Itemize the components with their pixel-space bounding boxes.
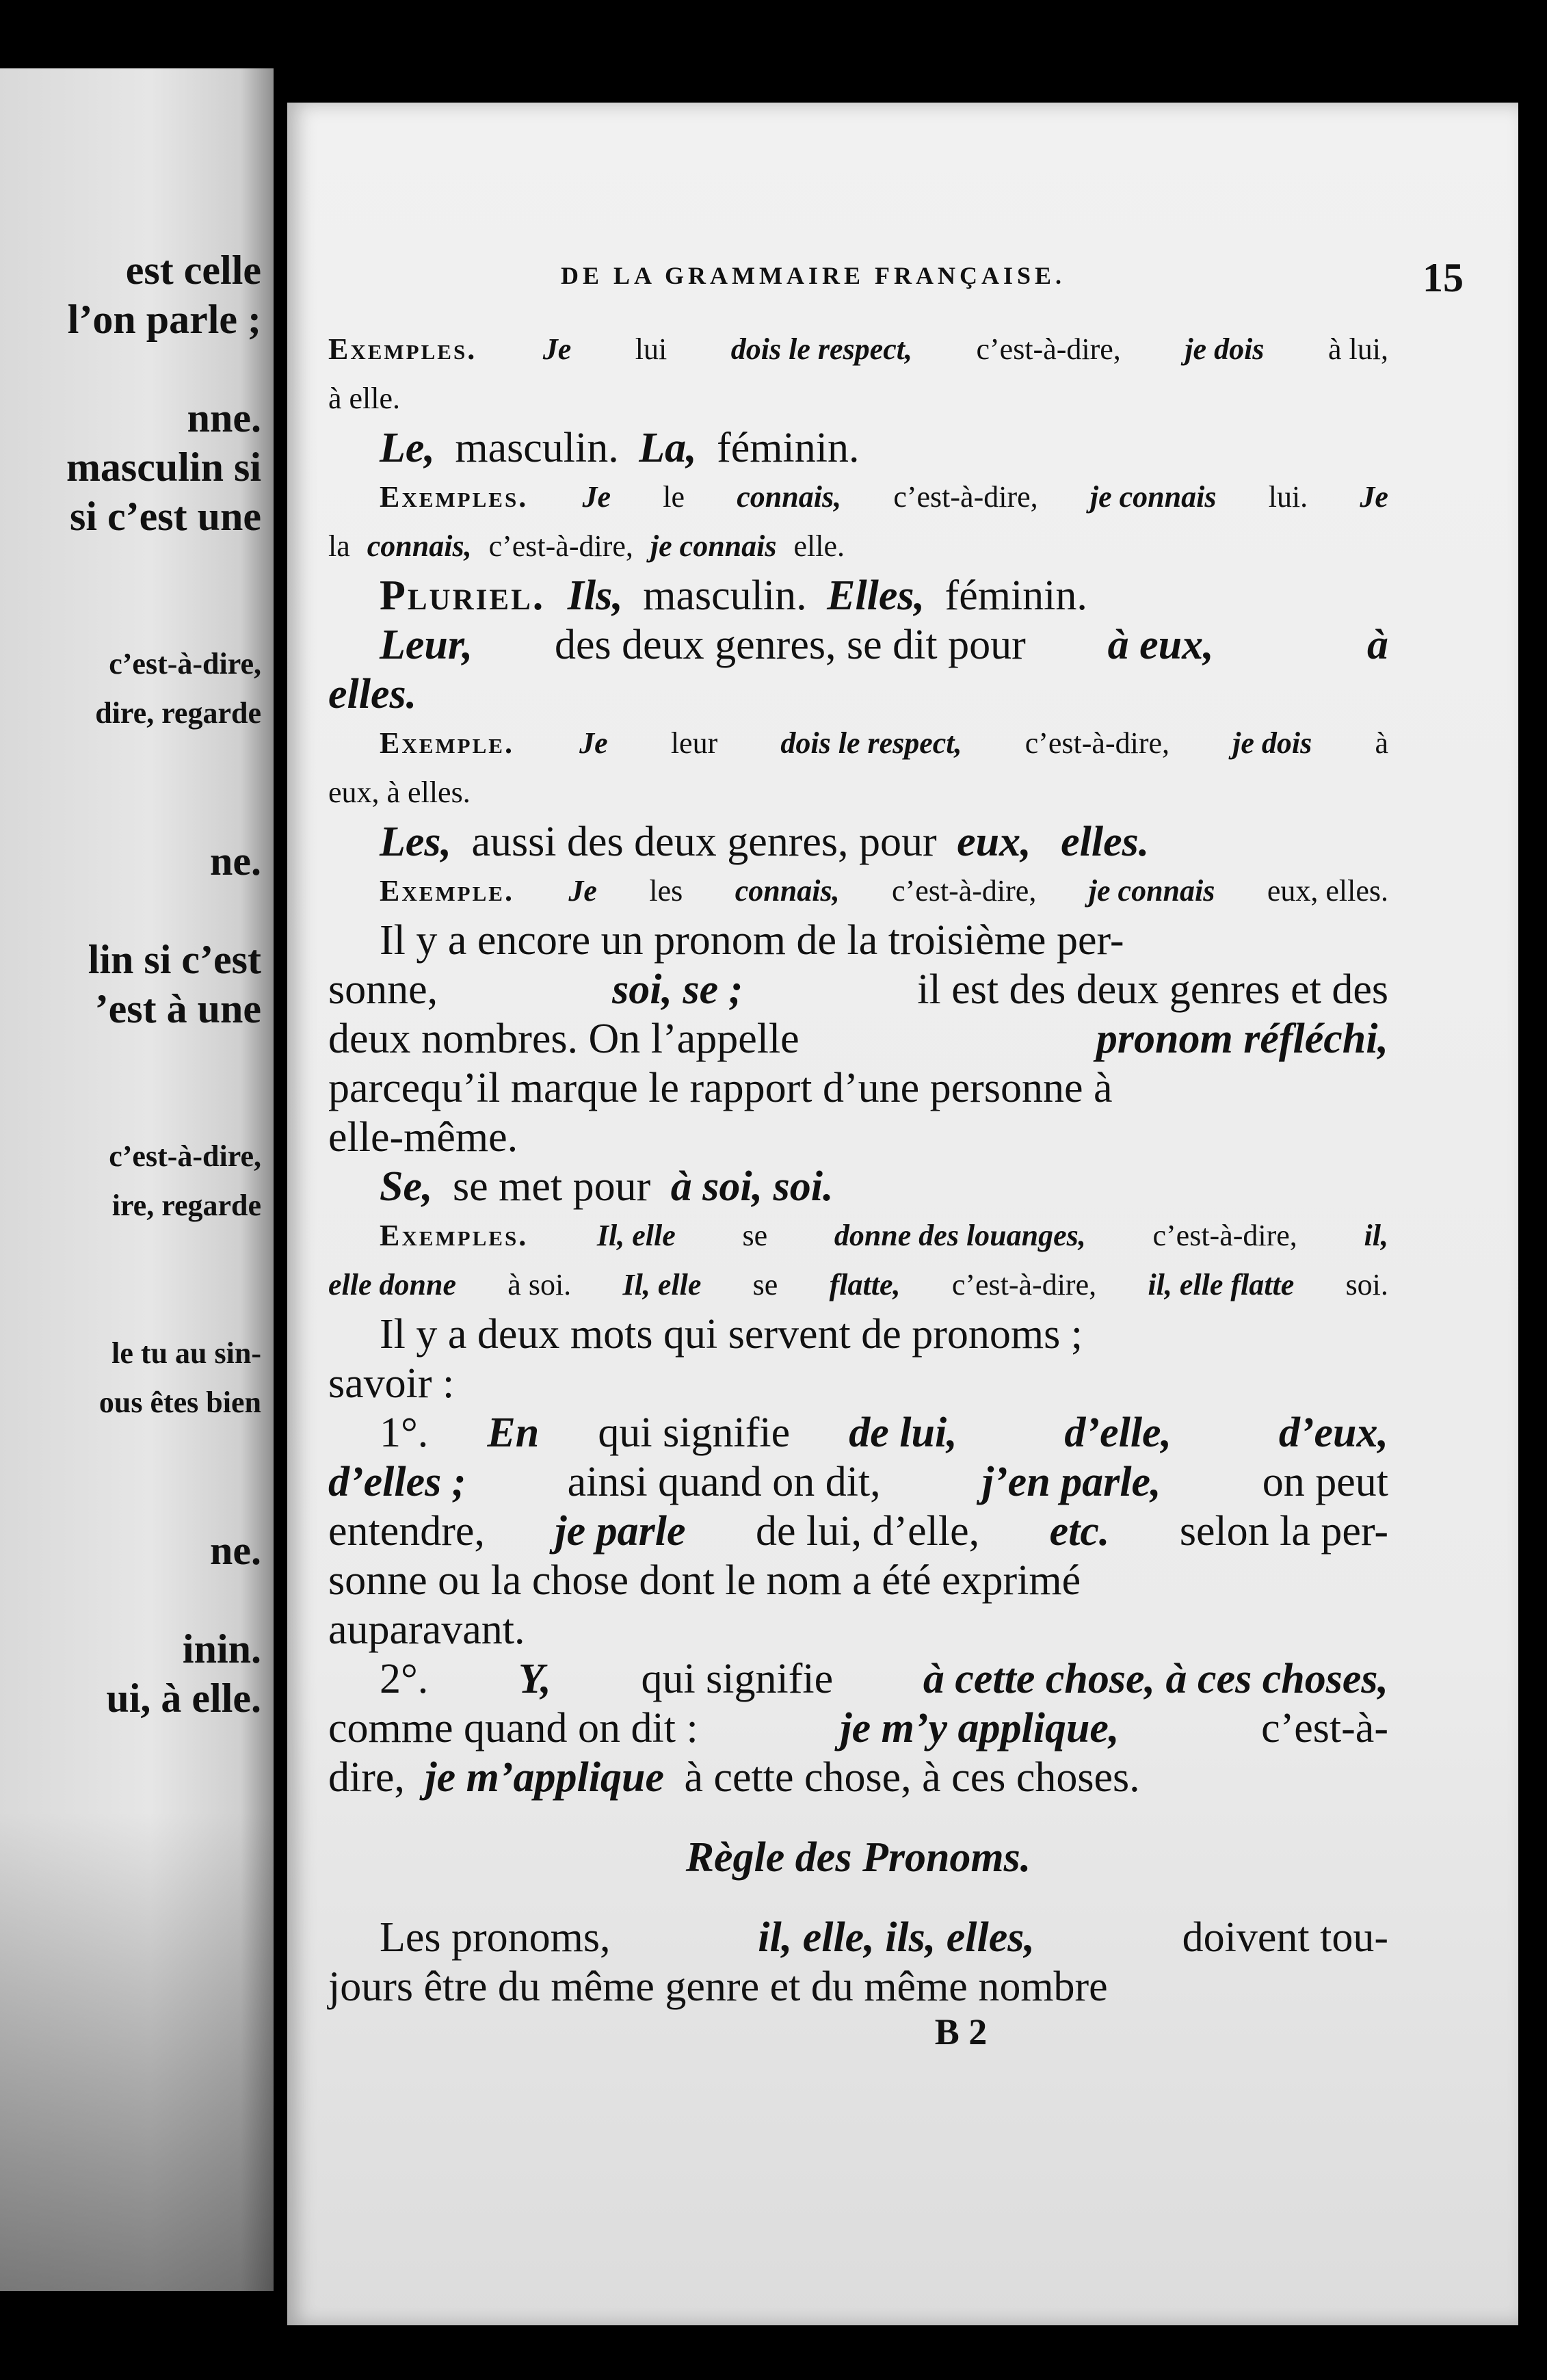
text-line: Exemple. Je les connais, c’est-à-dire, je connais eux, elles. (380, 874, 1388, 908)
text-line: elle-même. (328, 1114, 518, 1161)
left-page-fragment: dire, regarde (95, 696, 261, 730)
text-line: dire, je m’applique à cette chose, à ces choses. (328, 1754, 1140, 1801)
text-line: Exemple. Je leur dois le respect, c’est-à-dire, je dois à (380, 726, 1388, 760)
left-page-fragment: si c’est une (70, 494, 261, 539)
text-line: comme quand on dit : je m’y applique, c’est-à- (328, 1705, 1388, 1751)
text-line: la connais, c’est-à-dire, je connais elle. (328, 529, 845, 563)
left-page-fragment: ire, regarde (111, 1189, 261, 1222)
left-page-fragment: masculin si (66, 445, 261, 490)
text-line: 2°. Y, qui signifie à cette chose, à ces choses, (380, 1656, 1388, 1702)
text-line: Le, masculin. La, féminin. (380, 425, 860, 471)
text-line: elle donne à soi. Il, elle se flatte, c’est-à-dire, il, elle flatte soi. (328, 1268, 1388, 1301)
text-line: d’elles ; ainsi quand on dit, j’en parle, on peut (328, 1459, 1388, 1505)
text-line: elles. (328, 671, 417, 717)
text-line: Il y a encore un pronom de la troisième per- (380, 917, 1124, 964)
section-heading: Règle des Pronoms. (685, 1834, 1031, 1881)
text-line: Se, se met pour à soi, soi. (380, 1163, 834, 1210)
signature-mark: B 2 (934, 2011, 988, 2052)
left-page-fragment: ui, à elle. (106, 1676, 261, 1721)
text-line: Exemples. Je lui dois le respect, c’est-à-dire, je dois à lui, (328, 332, 1388, 366)
text-line: sonne, soi, se ; il est des deux genres et des (328, 966, 1388, 1013)
text-line: 1°. En qui signifie de lui, d’elle, d’eux, (380, 1410, 1388, 1456)
text-line: savoir : (328, 1360, 455, 1407)
page-number: 15 (1423, 255, 1464, 300)
text-line: jours être du même genre et du même nombre (328, 1964, 1108, 2010)
left-page-fragment: ’est à une (94, 986, 261, 1031)
running-head (308, 255, 1464, 302)
book-gutter (274, 0, 289, 2380)
text-line: Exemples. Il, elle se donne des louanges, c’est-à-dire, il, (380, 1219, 1388, 1252)
text-line: parcequ’il marque le rapport d’une personne à (328, 1065, 1113, 1111)
facing-left-page (0, 68, 274, 2291)
left-page-fragment: ne. (210, 838, 261, 884)
running-title: DE LA GRAMMAIRE FRANÇAISE. (561, 262, 1066, 289)
text-line: Exemples. Je le connais, c’est-à-dire, je connais lui. Je (380, 480, 1388, 514)
book-page (287, 103, 1518, 2325)
left-page-fragment: lin si c’est (88, 937, 261, 982)
text-line: auparavant. (328, 1606, 525, 1653)
page-shadow (0, 1812, 274, 2291)
text-line: Il y a deux mots qui servent de pronoms ; (380, 1311, 1083, 1358)
text-line: eux, à elles. (328, 776, 471, 809)
left-page-fragment: c’est-à-dire, (109, 647, 261, 680)
text-line: à elle. (328, 382, 401, 415)
page-body (328, 325, 1388, 2052)
left-page-fragment: nne. (187, 395, 261, 440)
left-page-fragment: l’on parle ; (67, 297, 261, 342)
text-line: Les, aussi des deux genres, pour eux, elles. (380, 819, 1150, 865)
text-line: Pluriel. Ils, masculin. Elles, féminin. (380, 572, 1087, 619)
left-page-fragment: est celle (125, 248, 261, 293)
text-line: Les pronoms, il, elle, ils, elles, doivent tou- (380, 1914, 1388, 1961)
text-line: sonne ou la chose dont le nom a été exprimé (328, 1557, 1081, 1604)
left-page-fragment: inin. (182, 1626, 261, 1671)
text-line: Leur, des deux genres, se dit pour à eux, à (380, 622, 1388, 668)
left-page-fragment: ous êtes bien (98, 1386, 261, 1419)
left-page-fragment: ne. (210, 1528, 261, 1573)
left-page-fragment: le tu au sin- (111, 1336, 261, 1370)
text-line: deux nombres. On l’appelle pronom réfléchi, (328, 1016, 1388, 1062)
text-line: entendre, je parle de lui, d’elle, etc. selon la per- (328, 1508, 1388, 1555)
left-page-fragment: c’est-à-dire, (109, 1139, 261, 1173)
